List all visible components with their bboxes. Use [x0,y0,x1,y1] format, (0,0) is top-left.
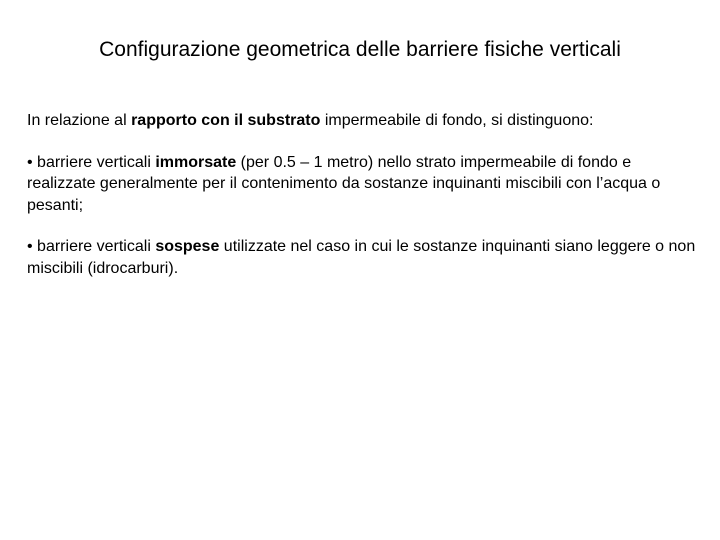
bullet-text-bold: sospese [155,238,220,255]
intro-text-bold: rapporto con il substrato [131,112,321,129]
bullet-item-immorsate [27,152,697,217]
bullet-marker: • [27,153,33,171]
slide-title: Configurazione geometrica delle barriere fisiche verticali [99,38,621,61]
intro-text-before: In relazione al [27,112,132,129]
intro-text-after: impermeabile di fondo, si distinguono: [320,112,594,129]
bullet-text-before: barriere verticali [32,238,156,255]
bullet-marker: • [27,238,33,255]
bullet-text-before: barriere verticali [32,153,156,171]
bullet-text-after: utilizzate nel caso in cui le sostanze inquinanti siano leggere o non miscibili (idrocarburi). [27,238,696,277]
intro-paragraph [27,110,697,132]
slide-body [27,110,697,299]
bullet-item-sospese [27,236,697,279]
bullet-text-bold: immorsate [155,153,237,171]
bullet-text-after: (per 0.5 – 1 metro) nello strato impermeabile di fondo e realizzate generalmente per il contenimento da sostanze inquinanti miscibili con l’acqua o pesanti; [27,153,661,214]
